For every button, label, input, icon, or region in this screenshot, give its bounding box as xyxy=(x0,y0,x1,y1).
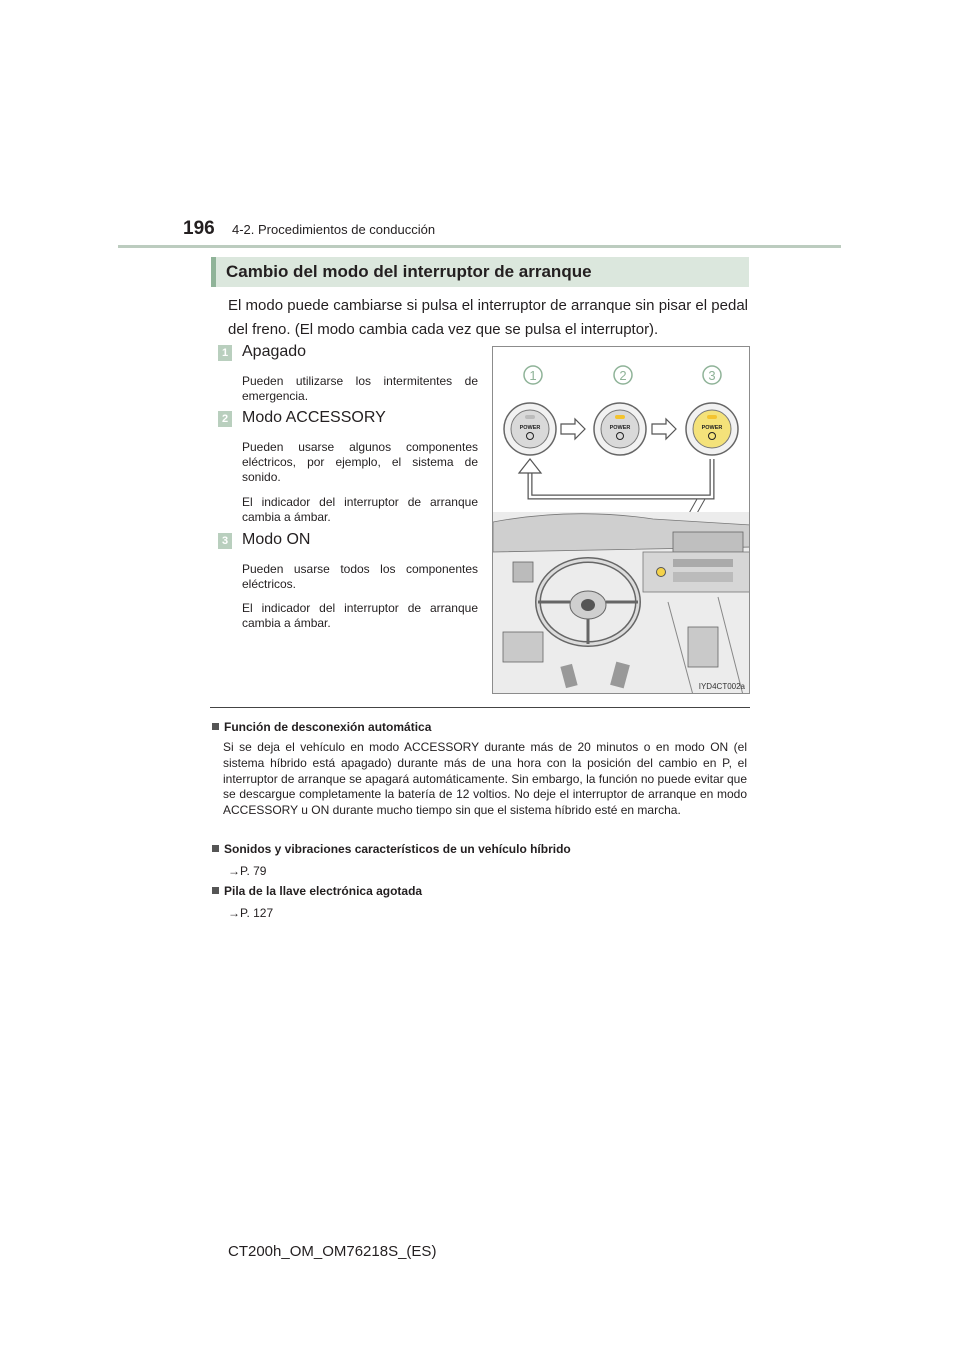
note-title: Función de desconexión automática xyxy=(224,720,432,734)
power-button-off xyxy=(504,403,556,455)
illustration-drawing xyxy=(493,347,750,694)
item-title-on: Modo ON xyxy=(242,531,311,548)
item-text: El indicador del interruptor de arranque cambia a ámbar. xyxy=(242,495,478,524)
note-title: Sonidos y vibraciones característicos de un vehículo híbrido xyxy=(224,842,571,856)
section-intro: El modo puede cambiarse si pulsa el interruptor de arranque sin pisar el pedal del freno. (El modo cambia cada vez que se pulsa el interruptor). xyxy=(228,297,748,338)
header-rule xyxy=(118,245,841,248)
square-bullet-icon xyxy=(212,723,219,730)
power-label: POWER xyxy=(701,425,723,431)
section-title: Cambio del modo del interruptor de arranque xyxy=(211,257,749,287)
power-switch-illustration xyxy=(492,346,750,694)
item-number-badge: 2 xyxy=(218,411,232,427)
item-text: El indicador del interruptor de arranque cambia a ámbar. xyxy=(242,601,478,630)
item-title-accessory: Modo ACCESSORY xyxy=(242,409,386,426)
page-number: 196 xyxy=(183,218,215,239)
page-reference-link[interactable]: →P. 127 xyxy=(228,906,274,920)
item-number-badge: 3 xyxy=(218,533,232,549)
document-code: CT200h_OM_OM76218S_(ES) xyxy=(228,1243,437,1260)
item-number-badge: 1 xyxy=(218,345,232,361)
callout-1-label: 1 xyxy=(529,368,537,383)
arrow-right-icon xyxy=(652,419,676,439)
arrow-up-icon xyxy=(519,459,541,473)
notes-rule xyxy=(210,707,750,708)
square-bullet-icon xyxy=(212,845,219,852)
note-title: Pila de la llave electrónica agotada xyxy=(224,884,423,898)
dashboard-interior xyxy=(493,512,750,694)
page-reference-link[interactable]: →P. 79 xyxy=(228,864,267,878)
callout-2 xyxy=(614,366,632,384)
callout-3-label: 3 xyxy=(708,368,716,383)
power-label: POWER xyxy=(609,425,631,431)
note-heading xyxy=(212,884,422,898)
item-text: Pueden utilizarse los intermitentes de emergencia. xyxy=(242,374,478,403)
arrow-right-icon xyxy=(561,419,585,439)
note-body: Si se deja el vehículo en modo ACCESSORY durante más de 20 minutos o en modo ON (el sistema híbrido está apagado) durante más de una hora con la posición del cambio en P, el interruptor de arranque se apagará automáticamente. Sin embargo, la función no puede evitar que se descargue completamente la batería de 12 voltios. No deje el interruptor de arranque en modo ACCESSORY u ON durante mucho tiempo sin que el sistema híbrido esté en marcha. xyxy=(223,740,747,818)
power-label: POWER xyxy=(519,425,541,431)
item-text: Pueden usarse algunos componentes eléctricos, por ejemplo, el sistema de sonido. xyxy=(242,440,478,484)
chapter-title: 4-2. Procedimientos de conducción xyxy=(232,222,436,237)
note-heading xyxy=(212,842,571,856)
power-button-accessory xyxy=(594,403,646,455)
callout-3 xyxy=(703,366,721,384)
power-button-on xyxy=(686,403,738,455)
callout-2-label: 2 xyxy=(619,368,627,383)
note-heading xyxy=(212,720,431,734)
callout-1 xyxy=(524,366,542,384)
item-text: Pueden usarse todos los componentes eléctricos. xyxy=(242,562,478,591)
square-bullet-icon xyxy=(212,887,219,894)
item-title-off: Apagado xyxy=(242,343,307,360)
figure-code: IYD4CT002a xyxy=(698,682,745,691)
